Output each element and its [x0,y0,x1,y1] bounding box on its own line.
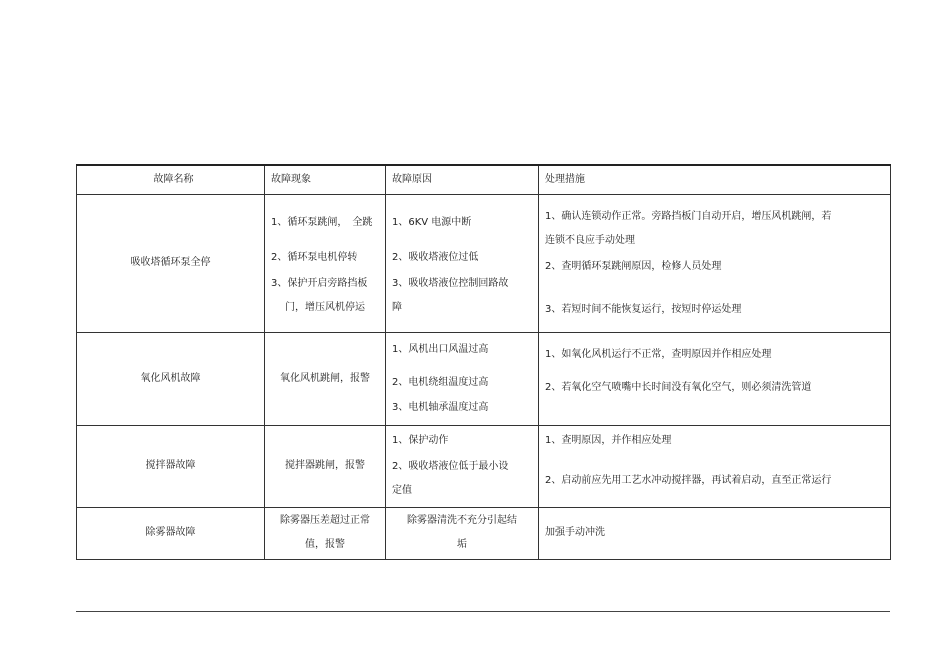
fault-name-cell [77,194,265,332]
table-row [77,332,891,425]
symptom-cell [265,507,386,559]
symptom-line: 3、保护开启旁路挡板 [271,277,368,289]
symptom-cell [265,332,386,425]
cause-line: 1、风机出口风温过高 [392,343,489,355]
measure-line: 1、查明原因，并作相应处理 [545,435,672,446]
fault-name: 吸收塔循环泵全停 [130,257,211,268]
measure-cell [539,194,891,332]
table-row [77,507,891,559]
footer-divider [76,611,890,612]
symptom-line: 氧化风机跳闸，报警 [280,372,370,384]
cause-line: 定值 [392,485,412,496]
cause-line: 2、吸收塔液位低于最小设 [392,461,509,472]
symptom-line: 除雾器压差超过正常 [280,515,370,526]
table-header [77,165,891,194]
measure-line: 3、若短时间不能恢复运行，按短时停运处理 [545,303,742,315]
cause-line: 障 [392,301,402,313]
measure-line: 连锁不良应手动处理 [545,234,635,246]
measure-line: 1、如氧化风机运行不正常，查明原因并作相应处理 [545,349,772,360]
measure-line: 2、若氧化空气喷嘴中长时间没有氧化空气，则必须清洗管道 [545,382,812,393]
table-row [77,194,891,332]
cause-line: 1、6KV 电源中断 [392,216,472,228]
measure-cell [539,507,891,559]
measure-cell [539,425,891,507]
cause-cell [386,332,539,425]
fault-name: 除雾器故障 [145,527,196,538]
symptom-line: 搅拌器跳闸，报警 [285,460,365,471]
cause-cell [386,425,539,507]
cause-cell [386,194,539,332]
header-row [77,165,891,194]
header-cause: 故障原因 [386,165,539,194]
symptom-line: 2、循环泵电机停转 [271,251,358,263]
measure-line: 2、查明循环泵跳闸原因，检修人员处理 [545,260,722,272]
header-symptom: 故障现象 [265,165,386,194]
cause-line: 2、吸收塔液位过低 [392,251,479,263]
cause-line: 1、保护动作 [392,435,449,446]
fault-name-cell [77,332,265,425]
fault-name: 搅拌器故障 [145,460,196,471]
cause-line: 2、电机绕组温度过高 [392,376,489,388]
fault-table [76,164,891,560]
header-fault-name: 故障名称 [77,165,265,194]
measure-line: 2、启动前应先用工艺水冲动搅拌器，再试着启动，直至正常运行 [545,475,832,486]
cause-cell [386,507,539,559]
measure-line: 1、确认连锁动作正常。旁路挡板门自动开启，增压风机跳闸，若 [545,210,832,222]
cause-line: 除雾器清洗不充分引起结 [407,515,517,526]
symptom-cell [265,194,386,332]
header-measure: 处理措施 [539,165,891,194]
symptom-line: 值，报警 [305,539,345,550]
symptom-line: 1、循环泵跳闸， 全跳 [271,216,373,228]
cause-line: 3、电机轴承温度过高 [392,401,489,413]
symptom-line: 门，增压风机停运 [285,301,365,313]
table-row [77,425,891,507]
measure-cell [539,332,891,425]
symptom-cell [265,425,386,507]
fault-name-cell [77,507,265,559]
fault-name: 氧化风机故障 [140,372,201,384]
measure-line: 加强手动冲洗 [545,527,605,538]
cause-line: 垢 [457,539,467,550]
fault-name-cell [77,425,265,507]
cause-line: 3、吸收塔液位控制回路故 [392,277,509,289]
